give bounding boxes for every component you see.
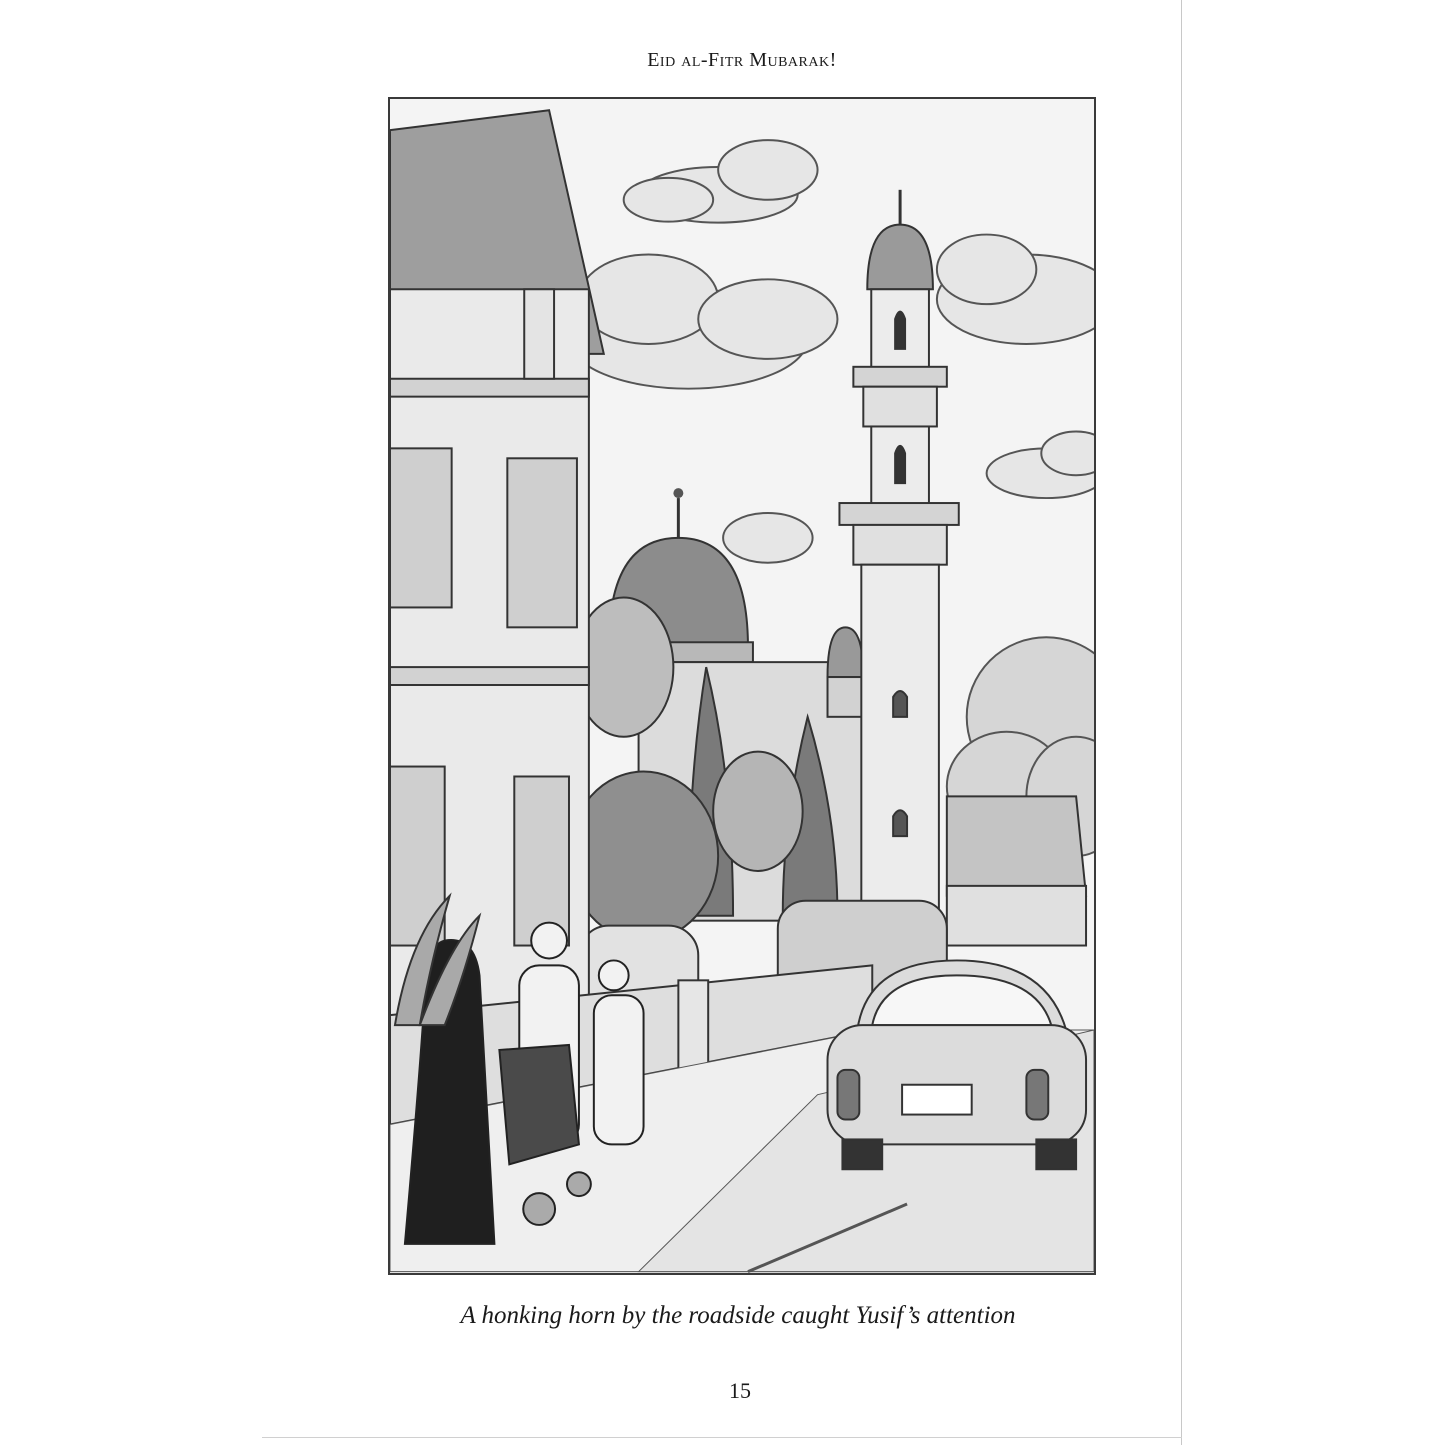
page-edge xyxy=(262,1437,1182,1438)
house-icon xyxy=(947,796,1086,945)
page-edge xyxy=(1181,0,1182,1445)
illustration-drawing xyxy=(390,99,1094,1273)
page-number: 15 xyxy=(729,1378,751,1403)
boy-figure xyxy=(594,995,644,1144)
stroller-icon xyxy=(499,1045,579,1164)
cloud-icon xyxy=(723,513,812,563)
running-head: Eid al-Fitr Mubarak! xyxy=(647,49,837,71)
dome-icon xyxy=(828,627,864,716)
illustration-caption: A honking horn by the roadside caught Yusif’s attention xyxy=(460,1302,1016,1329)
street-mosque-illustration xyxy=(388,97,1096,1275)
